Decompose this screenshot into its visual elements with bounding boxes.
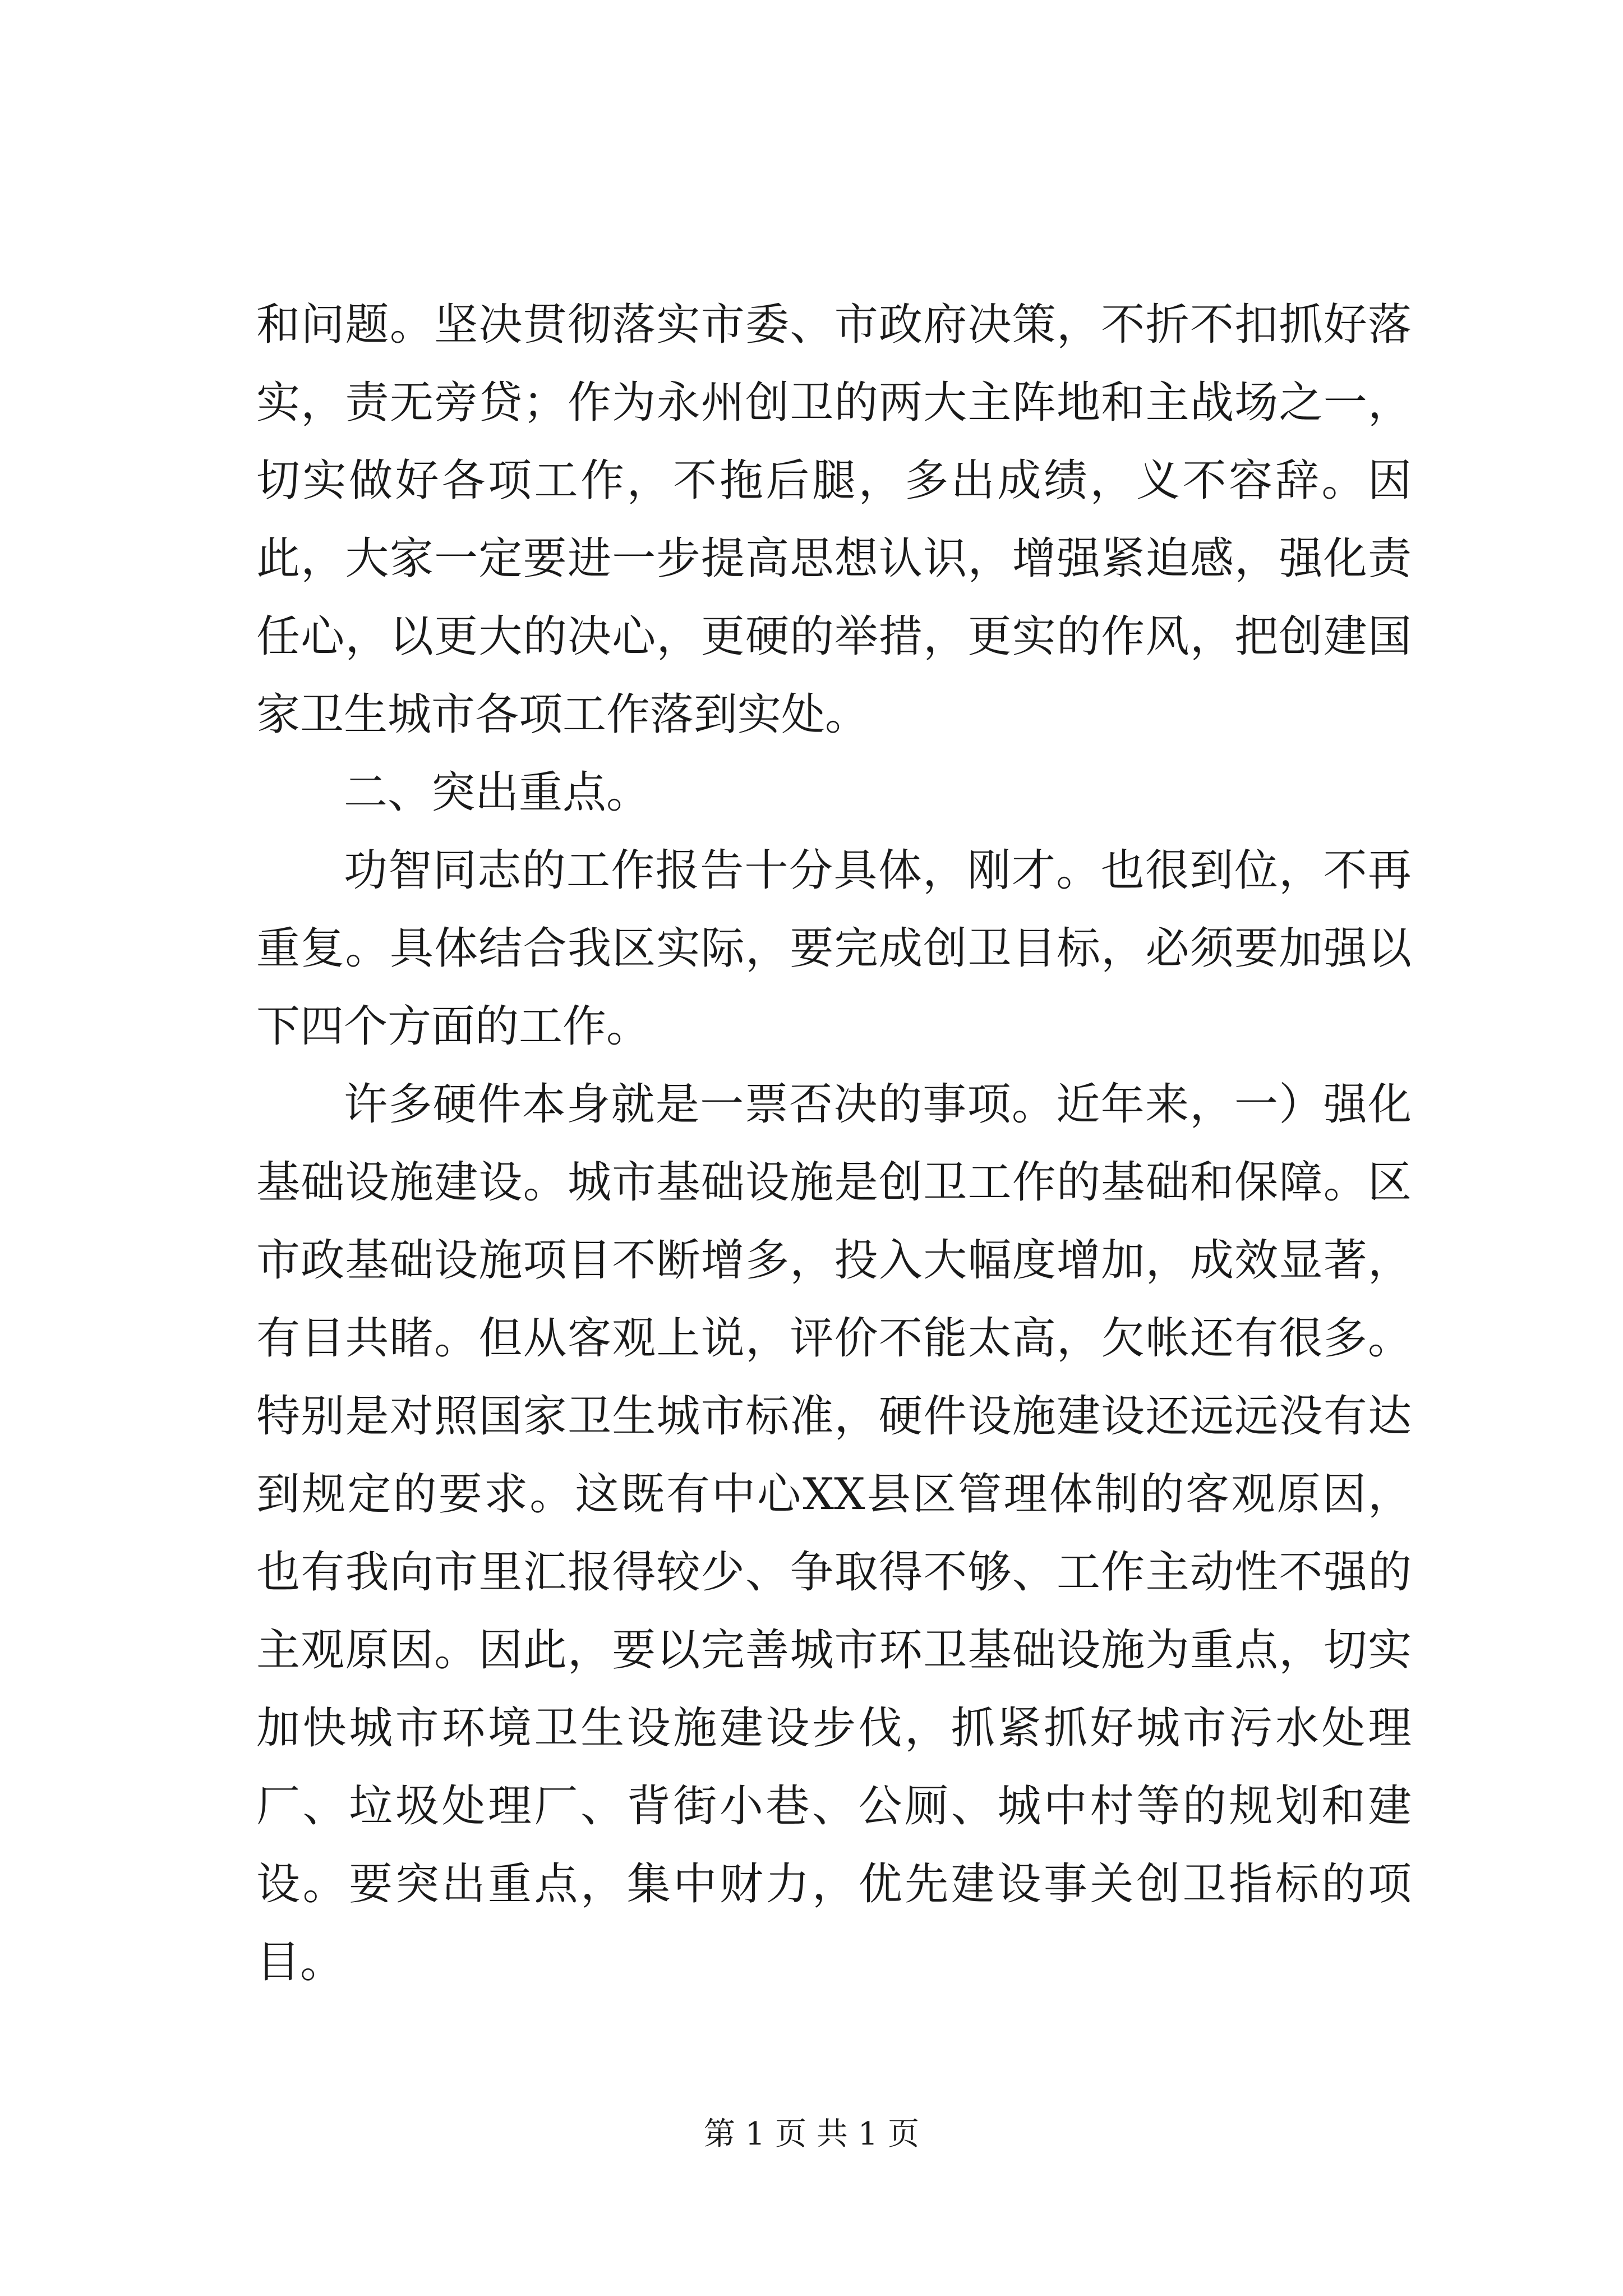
- paragraph-infrastructure: 许多硬件本身就是一票否决的事项。近年来，一）强化基础设施建设。城市基础设施是创卫工作的基础和保障。区市政基础设施项目不断增多，投入大幅度增加，成效显著，有目共睹。但从客观上说，评价不能太高，欠帐还有很多。特别是对照国家卫生城市标准，硬件设施建设还远远没有达到规定的要求。这既有中心XX县区管理体制的客观原因，也有我向市里汇报得较少、争取得不够、工作主动性不强的主观原因。因此，要以完善城市环卫基础设施为重点，切实加快城市环境卫生设施建设步伐，抓紧抓好城市污水处理厂、垃圾处理厂、背街小巷、公厕、城中村等的规划和建设。要突出重点，集中财力，优先建设事关创卫指标的项目。: [256, 1079, 1412, 1987]
- document-body: [256, 286, 1412, 2001]
- page-footer: 第 1 页 共 1 页: [703, 2116, 920, 2152]
- paragraph-continuation: 和问题。坚决贯彻落实市委、市政府决策，不折不扣抓好落实，责无旁贷；作为永州创卫的两大主阵地和主战场之一，切实做好各项工作，不拖后腿，多出成绩，义不容辞。因此，大家一定要进一步提高思想认识，增强紧迫感，强化责任心，以更大的决心，更硬的举措，更实的作风，把创建国家卫生城市各项工作落到实处。: [256, 300, 1412, 740]
- section-heading: 二、突出重点。: [344, 767, 651, 818]
- paragraph-report: 功智同志的工作报告十分具体，刚才。也很到位，不再重复。具体结合我区实际，要完成创卫目标，必须要加强以下四个方面的工作。: [256, 845, 1412, 1052]
